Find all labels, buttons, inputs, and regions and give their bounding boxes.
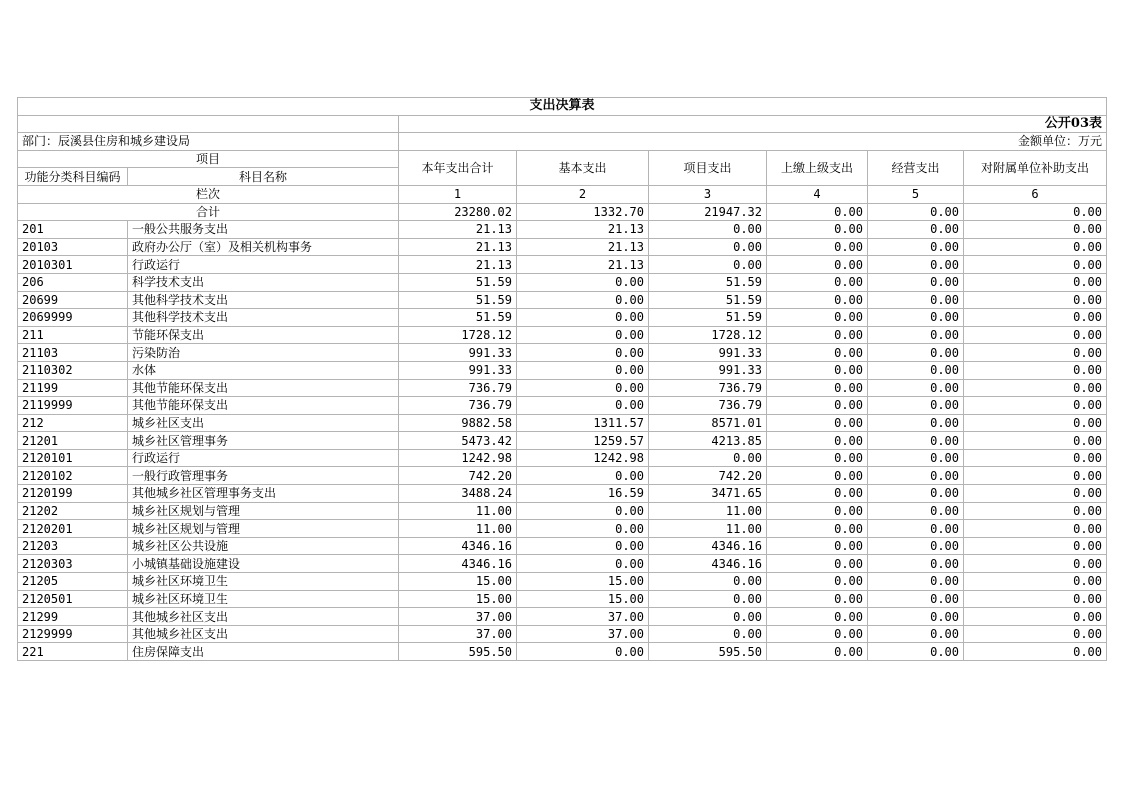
amount-cell: 21.13 [517,256,649,274]
amount-cell: 0.00 [868,467,964,485]
amount-cell: 742.20 [649,467,767,485]
amount-cell: 21.13 [517,238,649,256]
amount-cell: 0.00 [767,643,868,661]
amount-cell: 0.00 [767,625,868,643]
amount-cell: 991.33 [649,344,767,362]
amount-cell: 0.00 [964,291,1107,309]
subject-code: 2110302 [18,361,128,379]
amount-cell: 0.00 [964,590,1107,608]
subject-code: 212 [18,414,128,432]
amount-cell: 0.00 [868,256,964,274]
amount-cell: 0.00 [517,309,649,327]
table-row [18,573,1107,591]
table-row [18,467,1107,485]
amount-cell: 0.00 [517,397,649,415]
lanci-label: 栏次 [18,185,399,203]
col-number: 3 [649,185,767,203]
column-number-row [18,185,1107,203]
amount-cell: 0.00 [964,485,1107,503]
department-label: 部门：辰溪县住房和城乡建设局 [18,133,399,151]
amount-cell: 0.00 [868,291,964,309]
amount-cell: 0.00 [964,256,1107,274]
table-row [18,537,1107,555]
amount-cell: 51.59 [399,291,517,309]
subject-name: 污染防治 [128,344,399,362]
amount-cell: 0.00 [767,449,868,467]
subject-name: 科学技术支出 [128,273,399,291]
amount-cell: 0.00 [868,502,964,520]
subject-code: 2120201 [18,520,128,538]
amount-cell: 0.00 [964,379,1107,397]
subject-name: 其他节能环保支出 [128,397,399,415]
amount-cell: 0.00 [517,361,649,379]
table-row [18,361,1107,379]
amount-cell: 0.00 [767,309,868,327]
amount-cell: 0.00 [767,238,868,256]
amount-cell: 0.00 [767,485,868,503]
subject-name: 城乡社区支出 [128,414,399,432]
table-row [18,238,1107,256]
amount-cell: 4346.16 [649,537,767,555]
amount-cell: 37.00 [399,608,517,626]
amount-cell: 0.00 [868,414,964,432]
subject-code: 21199 [18,379,128,397]
amount-cell: 3488.24 [399,485,517,503]
col-number: 4 [767,185,868,203]
amount-cell: 0.00 [964,397,1107,415]
table-row [18,502,1107,520]
amount-cell: 991.33 [399,344,517,362]
subject-code: 2010301 [18,256,128,274]
amount-cell: 0.00 [964,238,1107,256]
table-row [18,414,1107,432]
amount-cell: 595.50 [649,643,767,661]
amount-cell: 0.00 [649,238,767,256]
amount-cell: 11.00 [399,520,517,538]
amount-cell: 0.00 [649,256,767,274]
amount-cell: 51.59 [649,309,767,327]
amount-cell: 4346.16 [399,555,517,573]
amount-cell: 37.00 [399,625,517,643]
amount-cell: 11.00 [649,502,767,520]
unit-label: 金额单位：万元 [399,133,1107,151]
subject-name: 城乡社区环境卫生 [128,573,399,591]
amount-cell: 21.13 [399,256,517,274]
amount-cell: 37.00 [517,608,649,626]
amount-cell: 0.00 [767,379,868,397]
amount-cell: 0.00 [868,432,964,450]
amount-cell: 0.00 [649,625,767,643]
table-row [18,449,1107,467]
header-subsidy: 对附属单位补助支出 [964,150,1107,185]
subject-code: 221 [18,643,128,661]
subject-name: 其他城乡社区管理事务支出 [128,485,399,503]
table-row [18,520,1107,538]
amount-cell: 595.50 [399,643,517,661]
subject-name: 行政运行 [128,449,399,467]
amount-cell: 0.00 [964,361,1107,379]
amount-cell: 0.00 [649,590,767,608]
subject-name: 其他城乡社区支出 [128,625,399,643]
amount-cell: 15.00 [517,573,649,591]
table-row [18,590,1107,608]
subject-code: 2120303 [18,555,128,573]
amount-cell: 0.00 [964,449,1107,467]
subject-code: 2119999 [18,397,128,415]
amount-cell: 0.00 [517,520,649,538]
amount-cell: 0.00 [964,520,1107,538]
subject-name: 小城镇基础设施建设 [128,555,399,573]
amount-cell: 0.00 [868,643,964,661]
subject-code: 20103 [18,238,128,256]
subject-name: 其他科学技术支出 [128,309,399,327]
table-row [18,555,1107,573]
table-row [18,397,1107,415]
table-row [18,608,1107,626]
amount-cell: 11.00 [649,520,767,538]
table-row [18,221,1107,239]
amount-cell: 1728.12 [399,326,517,344]
amount-cell: 0.00 [649,221,767,239]
header-code: 功能分类科目编码 [18,168,128,186]
header-business: 经营支出 [868,150,964,185]
amount-cell: 0.00 [868,221,964,239]
amount-cell: 736.79 [649,397,767,415]
col-number: 1 [399,185,517,203]
amount-cell: 1728.12 [649,326,767,344]
total-value: 0.00 [964,203,1107,221]
amount-cell: 736.79 [399,379,517,397]
subject-code: 21203 [18,537,128,555]
amount-cell: 0.00 [767,502,868,520]
amount-cell: 0.00 [767,291,868,309]
subject-name: 其他节能环保支出 [128,379,399,397]
table-row [18,432,1107,450]
col-number: 6 [964,185,1107,203]
table-row [18,643,1107,661]
amount-cell: 0.00 [868,309,964,327]
amount-cell: 4213.85 [649,432,767,450]
total-value: 0.00 [767,203,868,221]
amount-cell: 0.00 [517,273,649,291]
amount-cell: 0.00 [517,379,649,397]
amount-cell: 0.00 [964,625,1107,643]
amount-cell: 16.59 [517,485,649,503]
amount-cell: 4346.16 [399,537,517,555]
table-row [18,344,1107,362]
amount-cell: 51.59 [649,273,767,291]
table-row [18,326,1107,344]
table-row [18,379,1107,397]
total-value: 21947.32 [649,203,767,221]
subject-code: 2120501 [18,590,128,608]
header-total: 本年支出合计 [399,150,517,185]
amount-cell: 0.00 [964,344,1107,362]
total-value: 23280.02 [399,203,517,221]
amount-cell: 15.00 [399,573,517,591]
amount-cell: 0.00 [767,273,868,291]
amount-cell: 1259.57 [517,432,649,450]
amount-cell: 21.13 [399,221,517,239]
amount-cell: 0.00 [517,344,649,362]
subject-name: 城乡社区规划与管理 [128,502,399,520]
amount-cell: 0.00 [964,414,1107,432]
subject-name: 一般公共服务支出 [128,221,399,239]
subject-name: 其他科学技术支出 [128,291,399,309]
amount-cell: 11.00 [399,502,517,520]
amount-cell: 0.00 [964,555,1107,573]
amount-cell: 21.13 [399,238,517,256]
amount-cell: 0.00 [767,397,868,415]
amount-cell: 0.00 [517,643,649,661]
col-number: 5 [868,185,964,203]
total-value: 1332.70 [517,203,649,221]
amount-cell: 51.59 [399,309,517,327]
amount-cell: 0.00 [767,520,868,538]
amount-cell: 0.00 [649,608,767,626]
header-item: 项目 [18,150,399,168]
subject-code: 211 [18,326,128,344]
amount-cell: 0.00 [868,449,964,467]
amount-cell: 0.00 [517,326,649,344]
table-row [18,291,1107,309]
form-number: 公开03表 [399,115,1107,133]
amount-cell: 0.00 [964,502,1107,520]
amount-cell: 0.00 [868,573,964,591]
subject-code: 2120199 [18,485,128,503]
subject-name: 城乡社区规划与管理 [128,520,399,538]
amount-cell: 0.00 [868,537,964,555]
amount-cell: 0.00 [868,520,964,538]
amount-cell: 0.00 [964,326,1107,344]
total-value: 0.00 [868,203,964,221]
amount-cell: 0.00 [868,326,964,344]
table-row [18,625,1107,643]
subject-code: 2120102 [18,467,128,485]
amount-cell: 0.00 [964,467,1107,485]
amount-cell: 0.00 [767,467,868,485]
subject-code: 206 [18,273,128,291]
amount-cell: 5473.42 [399,432,517,450]
amount-cell: 15.00 [517,590,649,608]
amount-cell: 9882.58 [399,414,517,432]
subject-code: 21201 [18,432,128,450]
amount-cell: 3471.65 [649,485,767,503]
amount-cell: 15.00 [399,590,517,608]
table-row [18,309,1107,327]
amount-cell: 0.00 [767,432,868,450]
subject-name: 住房保障支出 [128,643,399,661]
amount-cell: 37.00 [517,625,649,643]
amount-cell: 0.00 [964,537,1107,555]
amount-cell: 0.00 [964,432,1107,450]
amount-cell: 0.00 [868,625,964,643]
subject-code: 2069999 [18,309,128,327]
amount-cell: 21.13 [517,221,649,239]
amount-cell: 0.00 [868,273,964,291]
subject-code: 21103 [18,344,128,362]
total-label: 合计 [18,203,399,221]
subject-name: 其他城乡社区支出 [128,608,399,626]
amount-cell: 0.00 [868,379,964,397]
subject-name: 城乡社区管理事务 [128,432,399,450]
amount-cell: 0.00 [767,361,868,379]
col-number: 2 [517,185,649,203]
subject-code: 21202 [18,502,128,520]
amount-cell: 736.79 [649,379,767,397]
total-row [18,203,1107,221]
amount-cell: 0.00 [767,590,868,608]
amount-cell: 8571.01 [649,414,767,432]
amount-cell: 1311.57 [517,414,649,432]
expenditure-table [17,97,1107,661]
amount-cell: 991.33 [399,361,517,379]
subject-name: 城乡社区公共设施 [128,537,399,555]
table-title: 支出决算表 [18,98,1107,116]
amount-cell: 0.00 [964,309,1107,327]
amount-cell: 0.00 [868,361,964,379]
amount-cell: 0.00 [517,467,649,485]
amount-cell: 742.20 [399,467,517,485]
subject-name: 水体 [128,361,399,379]
amount-cell: 0.00 [767,555,868,573]
amount-cell: 0.00 [517,502,649,520]
subject-code: 21205 [18,573,128,591]
amount-cell: 0.00 [517,291,649,309]
subject-code: 20699 [18,291,128,309]
header-upper: 上缴上级支出 [767,150,868,185]
amount-cell: 0.00 [868,608,964,626]
subject-name: 一般行政管理事务 [128,467,399,485]
subject-code: 21299 [18,608,128,626]
amount-cell: 0.00 [517,555,649,573]
amount-cell: 0.00 [767,344,868,362]
amount-cell: 0.00 [649,573,767,591]
amount-cell: 0.00 [767,573,868,591]
amount-cell: 736.79 [399,397,517,415]
subject-code: 201 [18,221,128,239]
subject-name: 节能环保支出 [128,326,399,344]
table-row [18,273,1107,291]
header-basic: 基本支出 [517,150,649,185]
amount-cell: 0.00 [767,537,868,555]
subject-code: 2129999 [18,625,128,643]
amount-cell: 0.00 [964,608,1107,626]
amount-cell: 0.00 [767,326,868,344]
amount-cell: 1242.98 [399,449,517,467]
amount-cell: 0.00 [868,344,964,362]
amount-cell: 0.00 [767,221,868,239]
subject-name: 城乡社区环境卫生 [128,590,399,608]
amount-cell: 0.00 [868,238,964,256]
table-row [18,485,1107,503]
amount-cell: 0.00 [868,485,964,503]
amount-cell: 0.00 [868,590,964,608]
subject-name: 行政运行 [128,256,399,274]
table-row [18,256,1107,274]
amount-cell: 0.00 [767,608,868,626]
amount-cell: 0.00 [964,643,1107,661]
subject-name: 政府办公厅（室）及相关机构事务 [128,238,399,256]
amount-cell: 0.00 [649,449,767,467]
amount-cell: 0.00 [868,555,964,573]
amount-cell: 4346.16 [649,555,767,573]
amount-cell: 0.00 [767,256,868,274]
amount-cell: 51.59 [399,273,517,291]
header-project: 项目支出 [649,150,767,185]
amount-cell: 0.00 [964,573,1107,591]
amount-cell: 51.59 [649,291,767,309]
header-name: 科目名称 [128,168,399,186]
amount-cell: 991.33 [649,361,767,379]
amount-cell: 0.00 [517,537,649,555]
amount-cell: 0.00 [964,221,1107,239]
amount-cell: 0.00 [767,414,868,432]
amount-cell: 0.00 [964,273,1107,291]
subject-code: 2120101 [18,449,128,467]
amount-cell: 1242.98 [517,449,649,467]
amount-cell: 0.00 [868,397,964,415]
